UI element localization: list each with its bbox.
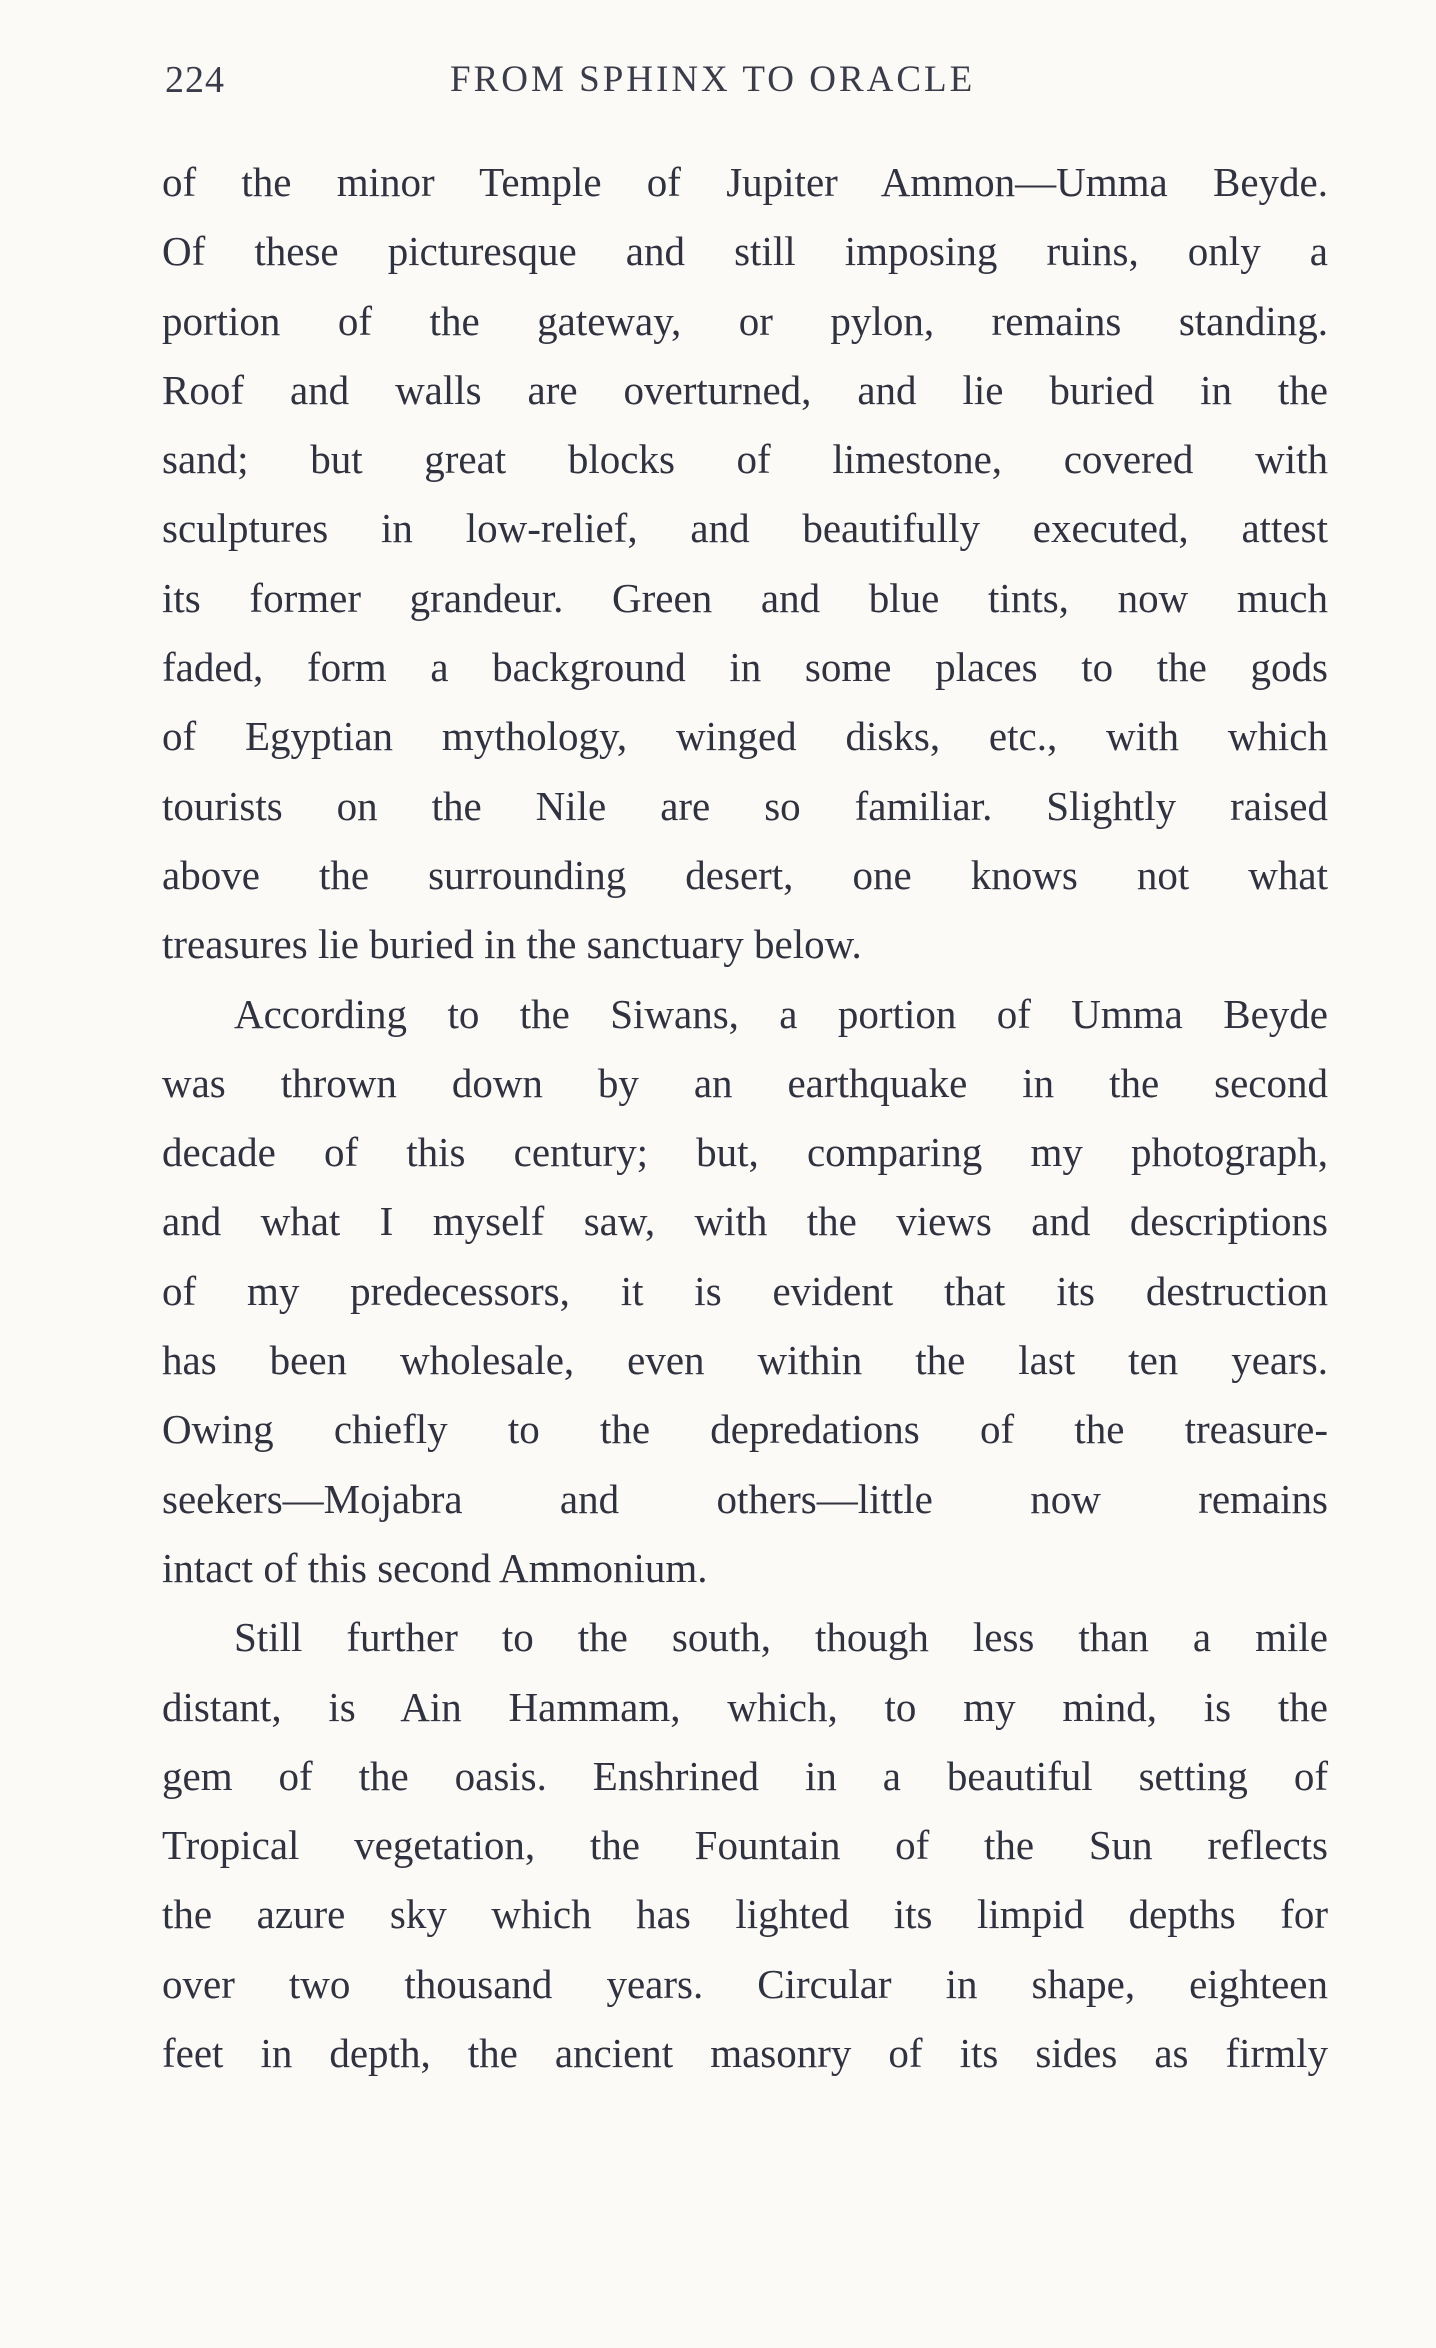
text-line: Tropical vegetation, the Fountain of the Sun reflects — [162, 1822, 1328, 1869]
text-line: faded, form a background in some places to the gods — [162, 644, 1328, 691]
text-line: over two thousand years. Circular in shape, eighteen — [162, 1960, 1328, 2007]
text-line: of my predecessors, it is evident that its destruction — [162, 1267, 1328, 1314]
text-line: Owing chiefly to the depredations of the treasure- — [162, 1406, 1328, 1453]
running-title: FROM SPHINX TO ORACLE — [450, 59, 976, 100]
text-line: of Egyptian mythology, winged disks, etc., with which — [162, 713, 1328, 760]
text-line: intact of this second Ammonium. — [162, 1544, 708, 1591]
text-line: gem of the oasis. Enshrined in a beautiful setting of — [162, 1752, 1328, 1799]
text-line: the azure sky which has lighted its limpid depths for — [162, 1891, 1328, 1938]
text-line: Roof and walls are overturned, and lie buried in the — [162, 366, 1328, 413]
text-line: decade of this century; but, comparing my photograph, — [162, 1129, 1328, 1176]
body-text — [162, 148, 1328, 2088]
text-line: sand; but great blocks of limestone, covered with — [162, 436, 1328, 483]
text-line: of the minor Temple of Jupiter Ammon—Umma Beyde. — [162, 159, 1328, 205]
text-line: was thrown down by an earthquake in the second — [162, 1059, 1328, 1106]
text-line: According to the Siwans, a portion of Umma Beyde — [234, 990, 1328, 1037]
text-line: above the surrounding desert, one knows not what — [162, 851, 1328, 898]
text-line: portion of the gateway, or pylon, remains standing. — [162, 297, 1328, 344]
text-line: feet in depth, the ancient masonry of its sides as firmly — [162, 2030, 1328, 2077]
text-line: has been wholesale, even within the last ten years. — [162, 1337, 1328, 1384]
text-line: tourists on the Nile are so familiar. Slightly raised — [162, 782, 1328, 829]
text-line: distant, is Ain Hammam, which, to my mind, is the — [162, 1683, 1328, 1730]
text-line: Still further to the south, though less than a mile — [234, 1614, 1328, 1661]
text-line: Of these picturesque and still imposing ruins, only a — [162, 228, 1328, 275]
text-line: seekers—Mojabra and others—little now remains — [162, 1475, 1328, 1522]
page-header — [165, 58, 1325, 114]
text-line: sculptures in low-relief, and beautifully executed, attest — [162, 505, 1328, 552]
text-line: treasures lie buried in the sanctuary below. — [162, 921, 862, 968]
text-line: and what I myself saw, with the views and descriptions — [162, 1198, 1328, 1245]
page-number: 224 — [165, 59, 225, 101]
text-line: its former grandeur. Green and blue tints, now much — [162, 574, 1328, 621]
